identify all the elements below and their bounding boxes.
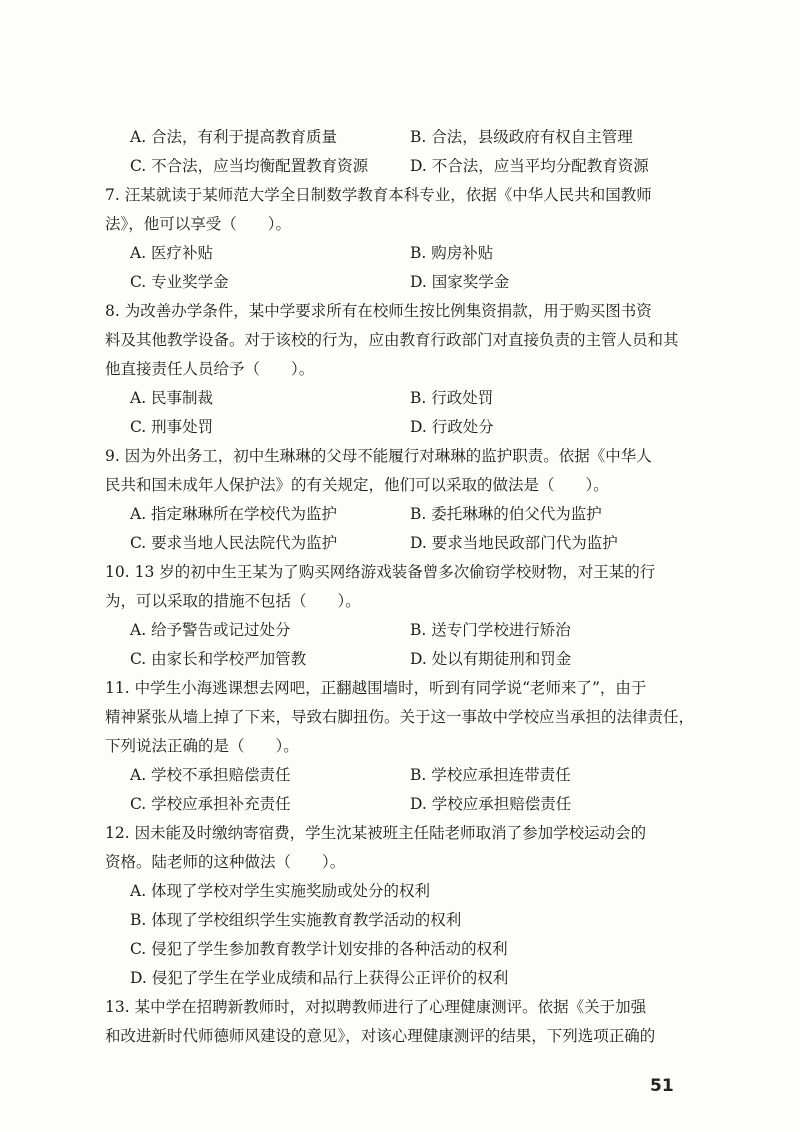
q12-option-b: B. 体现了学校组织学生实施教育教学活动的权利 — [130, 911, 462, 929]
q7-stem-line-2: 法》，他可以享受（ ）。 — [105, 215, 292, 233]
q12-stem-line-1: 12. 因未能及时缴纳寄宿费，学生沈某被班主任陆老师取消了参加学校运动会的 — [105, 824, 647, 842]
q7-option-b: B. 购房补贴 — [410, 244, 494, 262]
q9-option-c: C. 要求当地人民法院代为监护 — [130, 534, 338, 552]
q8-option-b: B. 行政处罚 — [410, 389, 494, 407]
q8-stem-line-2: 料及其他教学设备。对于该校的行为，应由教育行政部门对直接负责的主管人员和其 — [105, 331, 679, 349]
q12-option-c: C. 侵犯了学生参加教育教学计划安排的各种活动的权利 — [130, 940, 508, 958]
q9-option-b: B. 委托琳琳的伯父代为监护 — [410, 505, 602, 523]
q9-option-a: A. 指定琳琳所在学校代为监护 — [130, 505, 338, 523]
q13-stem-line-1: 13. 某中学在招聘新教师时，对拟聘教师进行了心理健康测评。依据《关于加强 — [105, 998, 647, 1016]
q10-option-b: B. 送专门学校进行矫治 — [410, 621, 571, 639]
q8-option-d: D. 行政处分 — [410, 418, 494, 436]
q6-option-c: C. 不合法，应当均衡配置教育资源 — [130, 157, 369, 175]
q12-option-d: D. 侵犯了学生在学业成绩和品行上获得公正评价的权利 — [130, 969, 509, 987]
q11-option-a: A. 学校不承担赔偿责任 — [130, 766, 291, 784]
q9-option-d: D. 要求当地民政部门代为监护 — [410, 534, 618, 552]
q7-option-d: D. 国家奖学金 — [410, 273, 510, 291]
q7-option-a: A. 医疗补贴 — [130, 244, 214, 262]
q11-option-b: B. 学校应承担连带责任 — [410, 766, 571, 784]
q11-option-d: D. 学校应承担赔偿责任 — [410, 795, 572, 813]
q6-option-a: A. 合法，有利于提高教育质量 — [130, 128, 338, 146]
q7-stem-line-1: 7. 汪某就读于某师范大学全日制数学教育本科专业，依据《中华人民共和国教师 — [105, 186, 652, 204]
q10-stem-line-2: 为，可以采取的措施不包括（ ）。 — [105, 592, 361, 610]
q8-stem-line-1: 8. 为改善办学条件，某中学要求所有在校师生按比例集资捐款，用于购买图书资 — [105, 302, 652, 320]
q10-option-d: D. 处以有期徒刑和罚金 — [410, 650, 572, 668]
q8-option-c: C. 刑事处罚 — [130, 418, 214, 436]
q13-stem-line-2: 和改进新时代师德师风建设的意见》，对该心理健康测评的结果，下列选项正确的 — [105, 1027, 656, 1045]
q6-option-d: D. 不合法，应当平均分配教育资源 — [410, 157, 649, 175]
page-number: 51 — [650, 1076, 674, 1096]
q7-option-c: C. 专业奖学金 — [130, 273, 229, 291]
q6-option-b: B. 合法，县级政府有权自主管理 — [410, 128, 633, 146]
q10-option-a: A. 给予警告或记过处分 — [130, 621, 291, 639]
q10-stem-line-1: 10. 13 岁的初中生王某为了购买网络游戏装备曾多次偷窃学校财物，对王某的行 — [105, 563, 656, 581]
q8-stem-line-3: 他直接责任人员给予（ ）。 — [105, 360, 315, 378]
q11-stem-line-2: 精神紧张从墙上掉了下来，导致右脚扭伤。关于这一事故中学校应当承担的法律责任， — [105, 708, 695, 726]
q9-stem-line-2: 民共和国未成年人保护法》的有关规定，他们可以采取的做法是（ ）。 — [105, 476, 609, 494]
q12-stem-line-2: 资格。陆老师的这种做法（ ）。 — [105, 853, 346, 871]
q11-stem-line-3: 下列说法正确的是（ ）。 — [105, 737, 299, 755]
q11-option-c: C. 学校应承担补充责任 — [130, 795, 291, 813]
q8-option-a: A. 民事制裁 — [130, 389, 214, 407]
q10-option-c: C. 由家长和学校严加管教 — [130, 650, 307, 668]
q11-stem-line-1: 11. 中学生小海逃课想去网吧，正翻越围墙时，听到有同学说“老师来了”，由于 — [105, 679, 647, 697]
q12-option-a: A. 体现了学校对学生实施奖励或处分的权利 — [130, 882, 431, 900]
q9-stem-line-1: 9. 因为外出务工，初中生琳琳的父母不能履行对琳琳的监护职责。依据《中华人 — [105, 447, 652, 465]
